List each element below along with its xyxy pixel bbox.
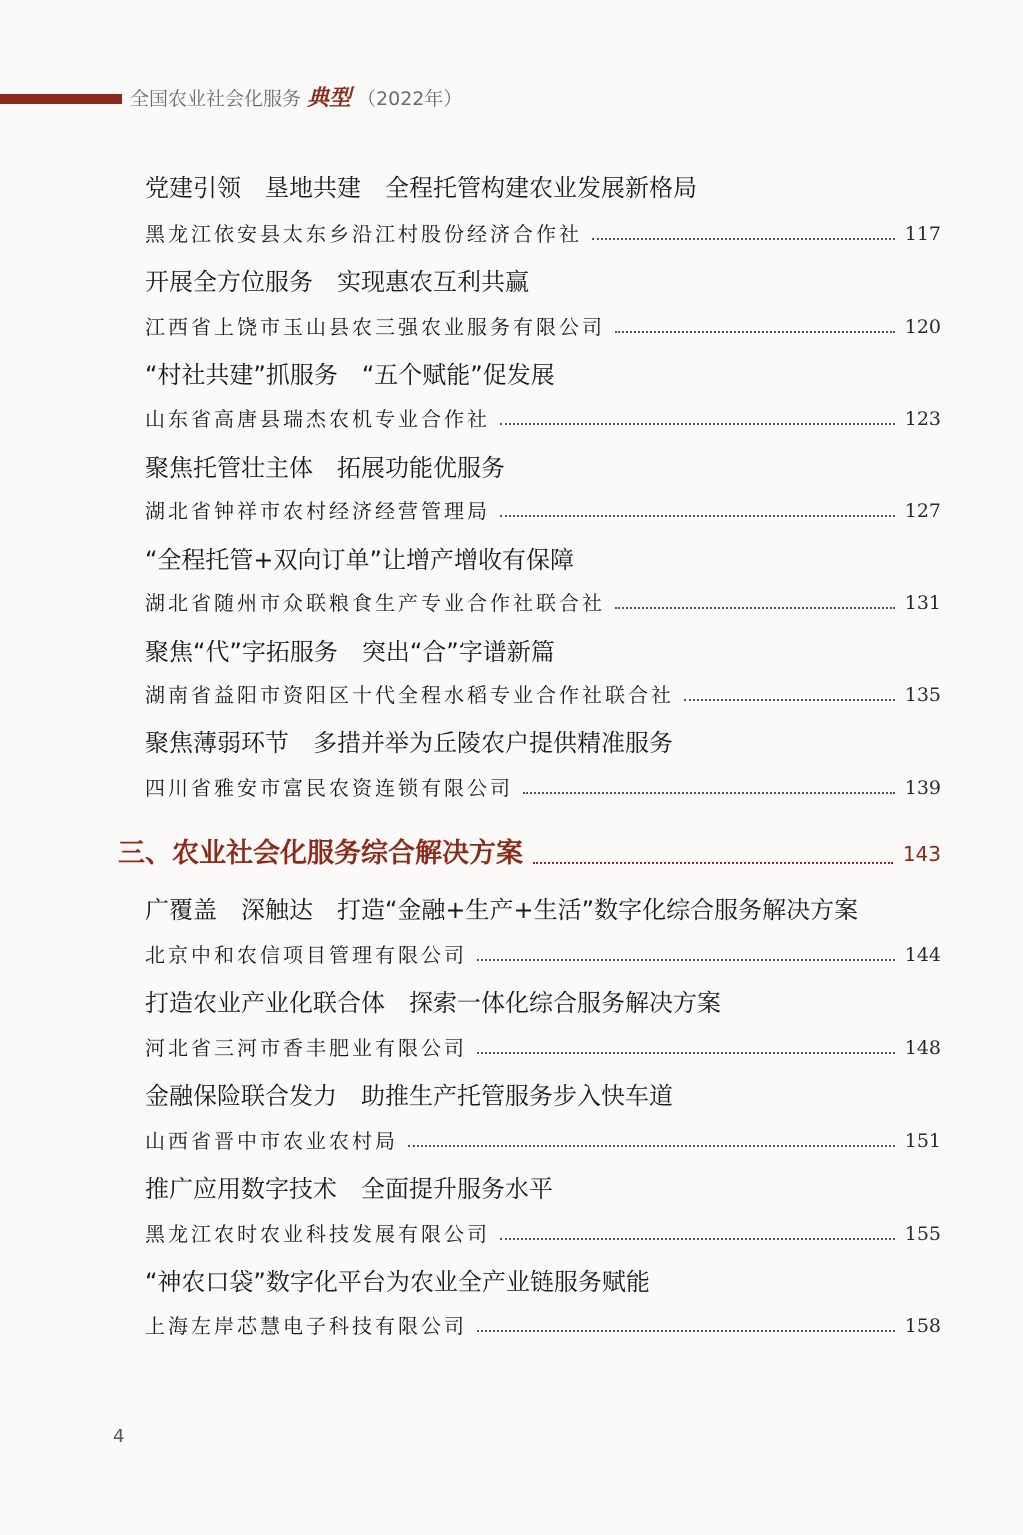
dot-leader — [523, 791, 895, 794]
toc-page-number: 148 — [904, 1037, 941, 1059]
toc-entry-org: 山东省高唐县瑞杰农机专业合作社 — [145, 407, 490, 431]
toc-entry-org-row[interactable] — [145, 313, 941, 341]
toc-entry-org-row[interactable] — [145, 589, 941, 617]
toc-entry-org: 河北省三河市香丰肥业有限公司 — [145, 1036, 467, 1060]
running-header — [0, 86, 1023, 126]
dot-leader — [500, 1237, 895, 1240]
toc-entry-org-row[interactable] — [145, 1127, 941, 1155]
header-accent-bar — [0, 94, 122, 104]
toc-entry-org: 山西省晋中市农业农村局 — [145, 1129, 398, 1153]
section-title: 三、农业社会化服务综合解决方案 — [118, 838, 523, 869]
toc-entry-org-row[interactable] — [145, 681, 941, 709]
dot-leader — [477, 1051, 895, 1054]
toc-entry-org-row[interactable] — [145, 220, 941, 248]
toc-entry-title[interactable]: 聚焦“代”字拓服务 突出“合”字谱新篇 — [145, 638, 555, 666]
header-title-prefix: 全国农业社会化服务 — [130, 88, 302, 110]
dot-leader — [615, 330, 895, 333]
toc-page-number: 151 — [904, 1130, 941, 1152]
header-title-accent: 典型 — [307, 86, 352, 111]
toc-page-number: 135 — [904, 684, 941, 706]
toc-entry-org: 湖北省随州市众联粮食生产专业合作社联合社 — [145, 591, 605, 615]
toc-entry-title[interactable]: “全程托管+双向订单”让增产增收有保障 — [145, 546, 574, 574]
toc-page-number: 120 — [904, 316, 941, 338]
toc-entry-org: 湖南省益阳市资阳区十代全程水稻专业合作社联合社 — [145, 683, 674, 707]
toc-page-number: 131 — [904, 592, 941, 614]
toc-entry-title[interactable]: “神农口袋”数字化平台为农业全产业链服务赋能 — [145, 1268, 650, 1296]
toc-page-number: 144 — [904, 944, 941, 966]
toc-entry-org: 上海左岸芯慧电子科技有限公司 — [145, 1314, 467, 1338]
dot-leader — [533, 861, 893, 864]
toc-entry-org-row[interactable] — [145, 1034, 941, 1062]
dot-leader — [500, 514, 895, 517]
toc-page-number: 139 — [904, 777, 941, 799]
toc-entry-title[interactable]: 聚焦托管壮主体 拓展功能优服务 — [145, 454, 505, 482]
toc-entry-org: 黑龙江农时农业科技发展有限公司 — [145, 1222, 490, 1246]
section-page-number: 143 — [902, 842, 941, 866]
toc-page-number: 123 — [904, 408, 941, 430]
page-number: 4 — [113, 1426, 125, 1447]
toc-section-heading[interactable] — [118, 836, 941, 872]
toc-entry-org: 湖北省钟祥市农村经济经营管理局 — [145, 499, 490, 523]
dot-leader — [592, 237, 895, 240]
toc-entry-title[interactable]: 打造农业产业化联合体 探索一体化综合服务解决方案 — [145, 989, 721, 1017]
toc-entry-title[interactable]: 党建引领 垦地共建 全程托管构建农业发展新格局 — [145, 174, 697, 202]
toc-entry-org-row[interactable] — [145, 774, 941, 802]
toc-entry-title[interactable]: 推广应用数字技术 全面提升服务水平 — [145, 1175, 553, 1203]
toc-page-number: 127 — [904, 500, 941, 522]
toc-entry-org-row[interactable] — [145, 405, 941, 433]
dot-leader — [684, 698, 895, 701]
toc-entry-org: 黑龙江依安县太东乡沿江村股份经济合作社 — [145, 222, 582, 246]
toc-entry-org-row[interactable] — [145, 497, 941, 525]
dot-leader — [615, 606, 895, 609]
toc-entry-org-row[interactable] — [145, 1312, 941, 1340]
toc-entry-org: 江西省上饶市玉山县农三强农业服务有限公司 — [145, 315, 605, 339]
dot-leader — [500, 422, 895, 425]
header-title-suffix: （2022年） — [357, 88, 463, 110]
toc-entry-org: 北京中和农信项目管理有限公司 — [145, 943, 467, 967]
dot-leader — [477, 1329, 895, 1332]
header-title — [130, 86, 462, 112]
toc-entry-title[interactable]: 聚焦薄弱环节 多措并举为丘陵农户提供精准服务 — [145, 729, 673, 757]
toc-entry-title[interactable]: 金融保险联合发力 助推生产托管服务步入快车道 — [145, 1082, 673, 1110]
toc-page-number: 117 — [904, 223, 941, 245]
toc-entry-org: 四川省雅安市富民农资连锁有限公司 — [145, 776, 513, 800]
toc-entry-org-row[interactable] — [145, 1220, 941, 1248]
toc-entry-org-row[interactable] — [145, 941, 941, 969]
dot-leader — [408, 1144, 895, 1147]
toc-entry-title[interactable]: “村社共建”抓服务 “五个赋能”促发展 — [145, 361, 555, 389]
dot-leader — [477, 958, 895, 961]
toc-entry-title[interactable]: 开展全方位服务 实现惠农互利共赢 — [145, 268, 529, 296]
toc-page-number: 158 — [904, 1315, 941, 1337]
toc-page-number: 155 — [904, 1223, 941, 1245]
toc-entry-title[interactable]: 广覆盖 深触达 打造“金融+生产+生活”数字化综合服务解决方案 — [145, 896, 859, 924]
